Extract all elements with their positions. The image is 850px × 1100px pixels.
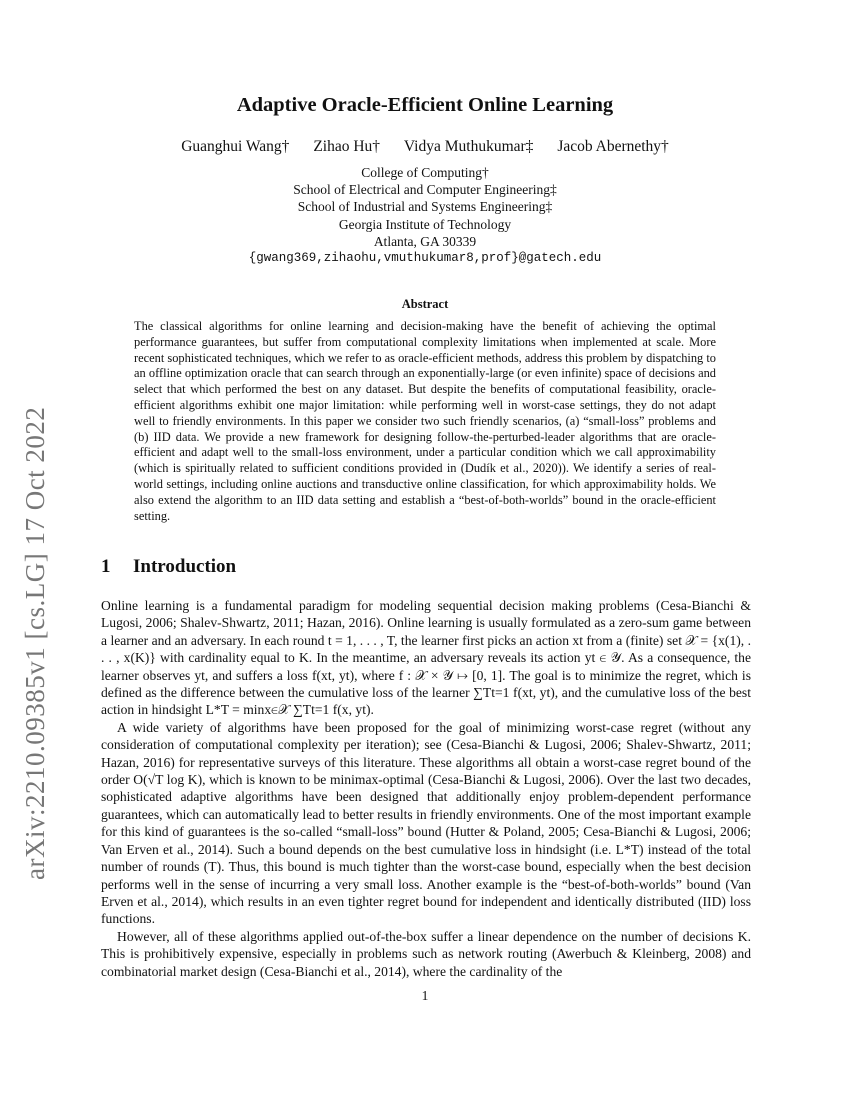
author-emails: {gwang369,zihaohu,vmuthukumar8,prof}@gatech.edu bbox=[248, 251, 602, 266]
abstract-heading: Abstract bbox=[401, 297, 449, 311]
section-heading bbox=[101, 556, 751, 578]
section-number: 1 bbox=[101, 556, 111, 577]
affiliation-line: Georgia Institute of Technology bbox=[338, 216, 512, 232]
page-number: 1 bbox=[421, 988, 429, 1003]
affiliation-line: College of Computing† bbox=[361, 165, 489, 180]
paragraph: A wide variety of algorithms have been proposed for the goal of minimizing worst-case regret (without any consideration of computational complexity per iteration); see (Cesa-Bianchi & Lugosi, 2006; Shalev-Shwartz, 2011; Hazan, 2016) for representative surveys of this literature. These algorithms all obtain a worst-case regret bound of the order O(√T log K), which is known to be minimax-optimal (Cesa-Bianchi & Lugosi, 2006). Over the last two decades, sophisticated adaptive algorithms have been designed that additionally enjoy problem-dependent performance guarantees, which can automatically lead to better results in friendly environments. One of the most important example for this kind of guarantees is the so-called “small-loss” bound (Hutter & Poland, 2005; Cesa-Bianchi & Lugosi, 2006; Van Erven et al., 2014). Such a bound depends on the best cumulative loss in hindsight (i.e. L*T) instead of the total number of rounds (T). Thus, this bound is much tighter than the worst-case bound, especially when the best decision performs well in the sense of incurring a very small loss. Another example is the “best-of-both-worlds” bound (Van Erven et al., 2014), which results in an even tighter regret bound for independent and identically distributed (IID) loss functions. bbox=[101, 719, 751, 927]
author: Guanghui Wang† bbox=[181, 138, 290, 155]
body-text bbox=[101, 597, 751, 980]
author-list bbox=[0, 138, 850, 156]
section-title: Introduction bbox=[133, 556, 237, 577]
affiliation-line: School of Industrial and Systems Engineering‡ bbox=[297, 199, 553, 215]
abstract-text: The classical algorithms for online learning and decision-making have the benefit of achieving the optimal performance guarantees, but suffer from computational complexity limitations when implemented at scale. More recent sophisticated techniques, which we refer to as oracle-efficient methods, address this problem by dispatching to an offline optimization oracle that can search through an exponentially-large (or even infinite) space of decisions and select that which performed the best on any dataset. But despite the benefits of computational feasibility, oracle-efficient algorithms exhibit one major limitation: while performing well in worst-case settings, they do not adapt well to friendly environments. In this paper we consider two such friendly scenarios, (a) “small-loss” problems and (b) IID data. We provide a new framework for designing follow-the-perturbed-leader algorithms that are oracle-efficient and adapt well to the small-loss environment, under a particular condition which we call approximability (which is spiritually related to sufficient conditions provided in (Dudík et al., 2020)). We identify a series of real-world settings, including online auctions and transductive online classification, for which approximability holds. We also extend the algorithm to an IID data setting and establish a “best-of-both-worlds” bound in the oracle-efficient setting. bbox=[134, 319, 716, 523]
affiliations bbox=[0, 164, 850, 267]
affiliation-line: Atlanta, GA 30339 bbox=[373, 233, 477, 249]
paragraph: Online learning is a fundamental paradigm for modeling sequential decision making problems (Cesa-Bianchi & Lugosi, 2006; Shalev-Shwartz, 2011; Hazan, 2016). Online learning is usually formulated as a zero-sum game between a learner and an adversary. In each round t = 1, . . . , T, the learner first picks an action xt from a (finite) set 𝒳 = {x(1), . . . , x(K)} with cardinality equal to K. In the meantime, an adversary reveals its action yt ∈ 𝒴. As a consequence, the learner observes yt, and suffers a loss f(xt, yt), where f : 𝒳 × 𝒴 ↦ [0, 1]. The goal is to minimize the regret, which is defined as the difference between the cumulative loss of the learner ∑Tt=1 f(xt, yt), and the cumulative loss of the best action in hindsight L*T = minx∈𝒳 ∑Tt=1 f(x, yt). bbox=[101, 598, 751, 718]
affiliation-line: School of Electrical and Computer Engineering‡ bbox=[293, 182, 557, 198]
paper-title: Adaptive Oracle-Efficient Online Learning bbox=[236, 94, 614, 116]
paragraph: However, all of these algorithms applied out-of-the-box suffer a linear dependence on the number of decisions K. This is prohibitively expensive, especially in problems such as network routing (Awerbuch & Kleinberg, 2008) and combinatorial market design (Cesa-Bianchi et al., 2014), where the cardinality of the bbox=[101, 928, 751, 979]
arxiv-watermark: arXiv:2210.09385v1 [cs.LG] 17 Oct 2022 bbox=[20, 406, 50, 880]
author: Vidya Muthukumar‡ bbox=[403, 138, 534, 155]
author: Zihao Hu† bbox=[313, 138, 381, 155]
author: Jacob Abernethy† bbox=[557, 138, 669, 155]
